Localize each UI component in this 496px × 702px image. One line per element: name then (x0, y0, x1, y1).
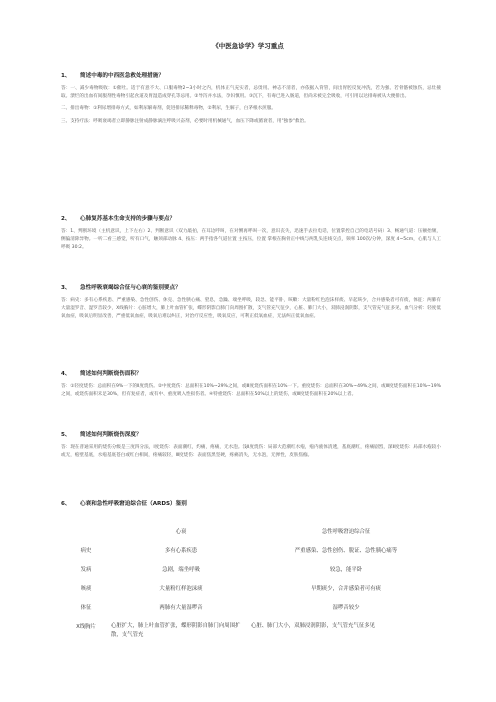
table-header-cell (61, 527, 111, 546)
answer-text (61, 444, 441, 460)
table-row (61, 622, 441, 648)
answer-paragraph: 答：一、减少毒物吸收：①催吐。适于有意不大、口服毒物2~3小时之内，机体正气充实者，忌烫用。神志不清者，亦依据入背管，间出胃腔反复冲洗，若为强、若骨骼被蚀伤，忌灶掖取。溃烂的出血有间服剂性毒物引起食道及胃湿造成穿孔等忌用。②导泻并水法，孕妇慎用。③沉下，有毒已进入肠道，但尚未被完全吸收，可引用以达排毒被从大便排出。 (61, 86, 441, 100)
answer-text (61, 228, 441, 253)
table-cell: 较急，能平卧 (329, 567, 363, 573)
question-number: 2、 (61, 216, 71, 222)
table-cell: 心脏扩大，肺上叶血管扩张，蝶形阴影自肺门向周围扩散，支气管充 (111, 623, 241, 638)
table-cell: 多有心系疾患 (164, 548, 198, 554)
question-heading (61, 284, 441, 292)
table-cell: 两肺有大量湿啰音 (159, 605, 203, 611)
table-row (61, 603, 441, 622)
answer-paragraph: 答：1、判断环境（主机意识，上下左右）2、判断意识（双力敲拍，在耳边呼叫，在对侧再呼叫一次，意识丧失，迅速手去拉电话，位置掌控自己的电话号码）3、畅通气道：压额抬颏，侧偏清除异物。一听二看三感觉，听有口气，触颈部动脉 4、按压：两手指各气道位置 主按压，位置 掌根在胸骨正中线与两乳头连线交点，频率 100次/分钟，深度 4~5cm，心肌与人工呼吸 30:2。 (61, 229, 441, 251)
table-cell: 病史 (80, 548, 92, 554)
question-number: 5、 (61, 432, 71, 438)
section-1 (61, 72, 441, 130)
section-5 (61, 431, 441, 464)
question-text: 心衰和急性呼吸窘迫综合征（ARDS）鉴别 (80, 501, 187, 507)
question-text: 心肺复苏基本生命支持的步骤与要点？ (80, 216, 176, 222)
table-cell: 心脏、肺门大小，双肺浸润阴影，支气管充气征多见 (251, 623, 375, 629)
table-cell: 咳痰 (80, 586, 92, 592)
question-heading (61, 431, 441, 439)
table-cell: 发病 (80, 567, 92, 573)
table-header-cell: 心衰 (175, 529, 187, 535)
question-text: 简述如何判断烧伤深度？ (80, 432, 142, 438)
section-6 (61, 500, 441, 508)
question-heading (61, 72, 441, 80)
table-cell: 湿啰音较少 (332, 605, 360, 611)
section-3 (61, 284, 441, 326)
question-heading (61, 215, 441, 223)
question-number: 3、 (61, 285, 71, 291)
comparison-table (61, 527, 441, 648)
table-cell: 早期痰少，合并感染者可有痰 (310, 586, 382, 592)
section-2 (61, 215, 441, 257)
table-cell: 严重感染、急性创伤、脱证、急性胰心痛等 (294, 548, 398, 554)
table-cell: X线胸片 (76, 624, 96, 630)
table-row (61, 565, 441, 584)
answer-paragraph: 答：①轻度烧伤：总面积在9%一下的Ⅱ度烧伤。②中度烧伤：总面积在10%~29%之间，或Ⅲ度烧伤面积在10%一下。重度烧伤：总面积在30%~49%之间，或Ⅲ度烧伤面积在10%~19%之间，或烧伤面积未足30%，但有复症者，或有中、重度吸入性损伤者。④特重烧伤：总面积在50%以上的烧伤，或Ⅲ度烧伤面积在20%以上者。 (61, 384, 441, 398)
answer-paragraph: 二、排出毒物：①利尿增排毒方式，如利尿解毒剂，促进排尿稀释毒物，②利尿，生解子，白茅根水煎服。 (61, 106, 276, 112)
question-number: 1、 (61, 73, 71, 79)
document-title: 《中医急诊学》学习重点 (212, 42, 284, 50)
table-cell: 急剧，端坐呼吸 (162, 567, 200, 573)
question-text: 简述中毒的中西医急救处理措施？ (80, 73, 164, 79)
answer-text (61, 85, 441, 126)
answer-text (61, 297, 441, 322)
table-header-cell: 急性呼吸窘迫综合征 (321, 529, 371, 535)
question-heading (61, 500, 441, 508)
answer-paragraph: 三、支持疗法：呼吸衰竭者立即静脉注射成静脉滴注呼吸兴奋剂，必要时用机械通气，血压下降或循衰者，用"独参"救治。 (61, 118, 309, 124)
table-cell: 体征 (80, 605, 92, 611)
table-header-row (61, 527, 441, 546)
section-4 (61, 370, 441, 403)
question-number: 6、 (61, 501, 71, 507)
answer-text (61, 383, 441, 399)
table-cell: 大量粉红样泡沫痰 (159, 586, 203, 592)
answer-paragraph: 答：现在普通采用的烧伤分级是三度四分法，Ⅰ度烧伤：表面潮红，灼痛，疼痛，无水泡。浅Ⅱ度烧伤：局部大范潮红水疱，疱内液体清透，基底潮红，疼痛剧烈，深Ⅱ度烧伤：局部水疱较小或无，疱壁基底，水疱基底苍白或红白相间，疼痛较轻，Ⅲ度烧伤：表面焦黑坚硬，疼痛消失，无水泡，无弹性，皮肤焦痂。 (61, 445, 441, 459)
table-row (61, 546, 441, 565)
question-text: 急性呼吸衰竭综合征与心衰的鉴别要点？ (80, 285, 181, 291)
table-row (61, 584, 441, 603)
answer-paragraph: 答：病史：多有心系疾患、严重感染、急性创伤、休克、急性胰心痛、窒息，急躁、端坐呼吸，较急、能平卧，咳嗽：大量粉红色泡沫样痰、早起咳少，合并感染者可有痰，体征：两肺有大量湿罗音、湿罗音较少，X线胸片：心脏增大，肺上叶血管扩张，蝶形阴影自肺门向周围扩散，支气管充气征少，心脏、肺门大小，双肺浸润阴影，支气管充气征多见，血气分析：轻度低氧血症，吸氧后明显改善，严重低氧血症，吸氧后难以纠正，对治疗反应性，吸氧反应，可利正低氧血症，无法纠正低氧血症。 (61, 298, 441, 320)
question-text: 简述如何判断烧伤面积？ (80, 371, 142, 377)
question-number: 4、 (61, 371, 71, 377)
question-heading (61, 370, 441, 378)
